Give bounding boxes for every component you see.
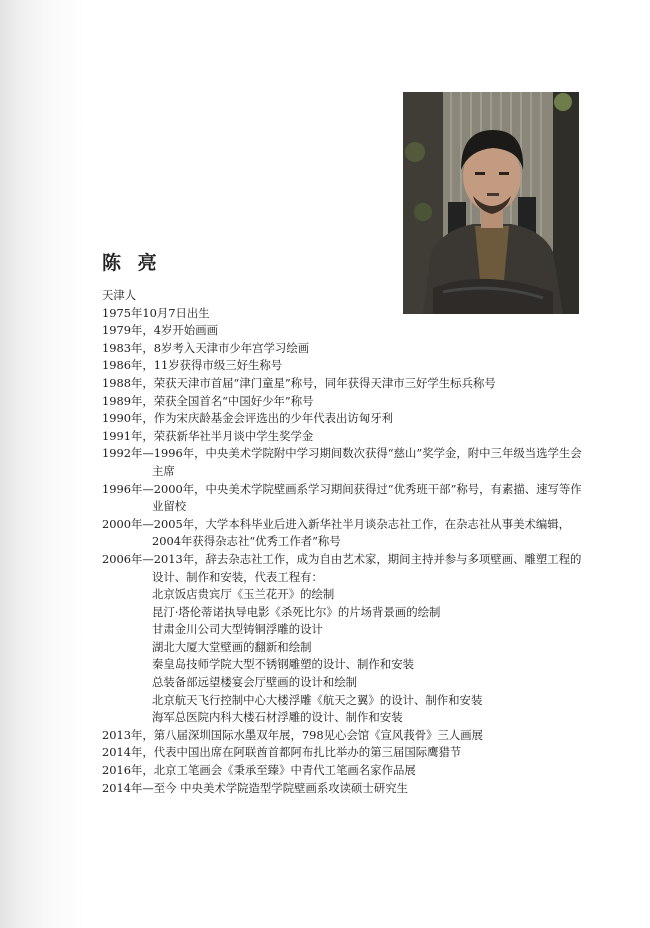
bio-entry: 2000年—2005年，大学本科毕业后进入新华社半月谈杂志社工作，在杂志社从事美术编辑，2004年获得杂志社“优秀工作者”称号 (102, 516, 571, 549)
project-entry: 甘肃金川公司大型铸铜浮雕的设计 (152, 622, 323, 637)
project-entry: 海军总医院内科大楼石材浮雕的设计、制作和安装 (152, 710, 403, 725)
artist-portrait-photo (403, 92, 579, 314)
bio-entry: 1992年—1996年，中央美术学院附中学习期间数次获得“慈山”奖学金，附中三年级当选学生会主席 (102, 446, 582, 478)
bio-entry: 1988年，荣获天津市首届“津门童星”称号，同年获得天津市三好学生标兵称号 (102, 375, 496, 390)
bio-entry: 2013年，第八届深圳国际水墨双年展，798见心会馆《宣风莪骨》三人画展 (102, 727, 484, 742)
bio-entry: 2016年，北京工笔画会《秉承至臻》中青代工笔画名家作品展 (102, 763, 416, 778)
project-entry: 北京饭店贵宾厅《玉兰花开》的绘制 (152, 587, 335, 602)
bio-entry: 1975年10月7日出生 (102, 305, 210, 320)
project-entry: 秦皇岛技师学院大型不锈钢雕塑的设计、制作和安装 (152, 657, 414, 672)
bio-entry: 天津人 (102, 288, 137, 302)
bio-entry: 1990年，作为宋庆龄基金会评选出的少年代表出访匈牙利 (102, 411, 393, 426)
bio-entry: 2014年，代表中国出席在阿联酋首都阿布扎比举办的第三届国际鹰猎节 (102, 745, 462, 760)
bio-entry: 1996年—2000年，中央美术学院壁画系学习期间获得过“优秀班干部”称号，有素描、速写等作业留校 (102, 481, 582, 514)
bio-entry: 1983年，8岁考入天津市少年宫学习绘画 (102, 340, 310, 355)
bio-entry: 2014年—至今 中央美术学院造型学院壁画系攻读硕士研究生 (102, 780, 408, 795)
biography-list (102, 287, 582, 797)
bio-entry: 2006年—2013年，辞去杂志社工作，成为自由艺术家，期间主持并参与多项壁画、雕塑工程的设计、制作和安装，代表工程有： (102, 551, 582, 584)
project-entry: 昆汀·塔伦蒂诺执导电影《杀死比尔》的片场背景画的绘制 (152, 604, 441, 619)
bio-entry: 1991年，荣获新华社半月谈中学生奖学金 (102, 428, 314, 443)
bio-entry: 1989年，荣获全国首名“中国好少年”称号 (102, 393, 314, 408)
bio-entry: 1986年，11岁获得市级三好生称号 (102, 358, 283, 373)
project-entry: 北京航天飞行控制中心大楼浮雕《航天之翼》的设计、制作和安装 (152, 692, 483, 707)
project-entry: 湖北大厦大堂壁画的翻新和绘制 (152, 639, 312, 654)
artist-name: 陈 亮 (102, 252, 162, 274)
bio-entry: 1979年，4岁开始画画 (102, 323, 218, 338)
project-entry: 总装备部远望楼宴会厅壁画的设计和绘制 (152, 675, 358, 690)
